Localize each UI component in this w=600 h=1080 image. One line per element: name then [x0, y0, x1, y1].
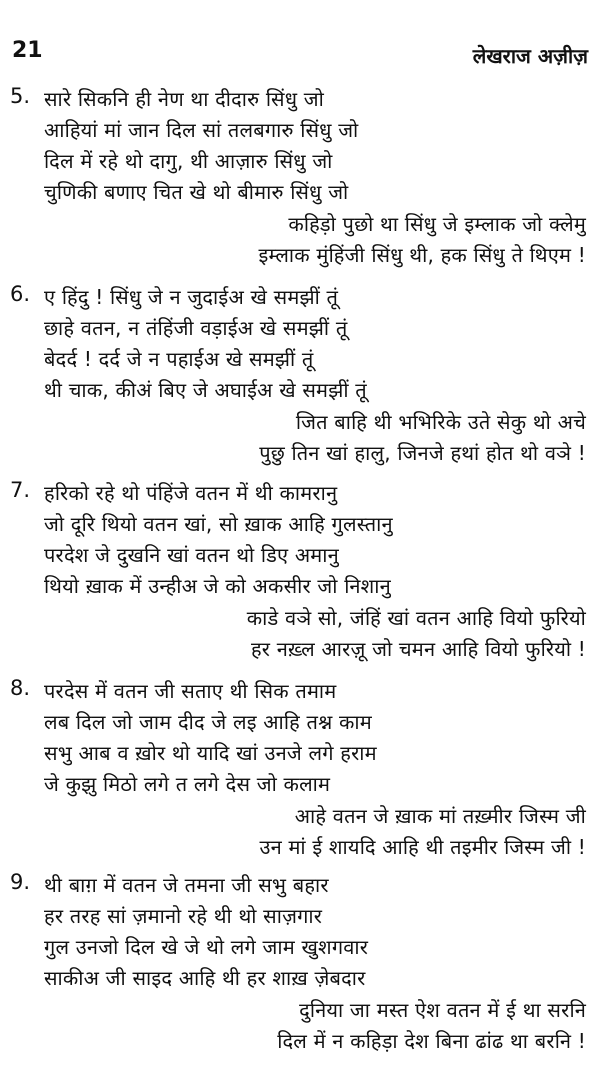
stanza-number: 7. — [10, 478, 31, 502]
verse-line: साकीअ जी साइद आहि थी हर शाख़ ज़ेबदार — [44, 966, 366, 990]
stanza-8 — [0, 676, 600, 863]
verse-line: चुणिकी बणाए चित खे थो बीमारु सिंधु जो — [44, 180, 349, 204]
stanza-number: 8. — [10, 676, 31, 700]
stanza-number: 6. — [10, 282, 31, 306]
refrain-line: आहे वतन जे ख़ाक मां तख़्मीर जिस्म जी — [294, 804, 586, 828]
refrain-line: उन मां ई शायदि आहि थी तइमीर जिस्म जी ! — [259, 835, 586, 859]
verse-line: सभु आब व ख़ोर थो यादि खां उनजे लगे हराम — [44, 741, 377, 765]
verse-line: थियो ख़ाक में उन्हीअ जे को अकसीर जो निशानु — [44, 574, 391, 598]
verse-line: गुल उनजो दिल खे जे थो लगे जाम खुशगवार — [44, 935, 369, 959]
page-header — [12, 30, 588, 70]
verse-line: छाहे वतन, न तंहिंजी वड़ाईअ खे समझीं तूं — [44, 316, 348, 340]
stanza-number: 5. — [10, 84, 31, 108]
stanza-9 — [0, 870, 600, 1057]
verse-line: थी बाग़ में वतन जे तमना जी सभु बहार — [44, 873, 329, 897]
refrain-line: हर नख़्ल आरज़ू जो चमन आहि वियो फुरियो ! — [250, 637, 586, 661]
verse-line: हरिको रहे थो पंहिंजे वतन में थी कामरानु — [44, 481, 338, 505]
refrain-line: कहिड़ो पुछो था सिंधु जे इम्लाक जो क्लेमु — [288, 212, 586, 236]
verse-line: हर तरह सां ज़मानो रहे थी थो साज़गार — [44, 904, 323, 928]
refrain-line: दुनिया जा मस्त ऐश वतन में ई था सरनि — [299, 998, 586, 1022]
verse-line: थी चाक, कीअं बिए जे अघाईअ खे समझीं तूं — [44, 378, 367, 402]
verse-line: लब दिल जो जाम दीद जे लइ आहि तश्न काम — [44, 710, 372, 734]
refrain-line: इम्लाक मुंहिंजी सिंधु थी, हक सिंधु ते थिएम ! — [258, 243, 586, 267]
refrain-line: दिल में न कहिड़ा देश बिना ढांढ था बरनि ! — [277, 1029, 586, 1053]
stanza-7 — [0, 478, 600, 665]
verse-line: बेदर्द ! दर्द जे न पहाईअ खे समझीं तूं — [44, 347, 314, 371]
page-number: 21 — [12, 38, 43, 63]
stanza-number: 9. — [10, 870, 31, 894]
verse-line: सारे सिकनि ही नेण था दीदारु सिंधु जो — [44, 87, 325, 111]
verse-line: दिल में रहे थो दागु, थी आज़ारु सिंधु जो — [44, 149, 333, 173]
verse-line: परदेस में वतन जी सताए थी सिक तमाम — [44, 679, 337, 703]
stanza-5 — [0, 84, 600, 271]
verse-line: परदेश जे दुखनि खां वतन थो डिए अमानु — [44, 543, 339, 567]
verse-line: ए हिंदु ! सिंधु जे न जुदाईअ खे समझीं तूं — [44, 285, 339, 309]
author-running-head: लेखराज अज़ीज़ — [472, 44, 588, 68]
verse-line: जो दूरि थियो वतन खां, सो ख़ाक आहि गुलस्तानु — [44, 512, 393, 536]
refrain-line: जित बाहि थी भभिरिके उते सेकु थो अचे — [295, 410, 586, 434]
verse-line: आहियां मां जान दिल सां तलबगारु सिंधु जो — [44, 118, 359, 142]
verse-line: जे कुझु मिठो लगे त लगे देस जो कलाम — [44, 772, 331, 796]
stanza-6 — [0, 282, 600, 469]
refrain-line: काडे वञे सो, जंहिं खां वतन आहि वियो फुरियो — [246, 606, 586, 630]
refrain-line: पुछु तिन खां हालु, जिनजे हथां होत थो वञे ! — [259, 441, 586, 465]
